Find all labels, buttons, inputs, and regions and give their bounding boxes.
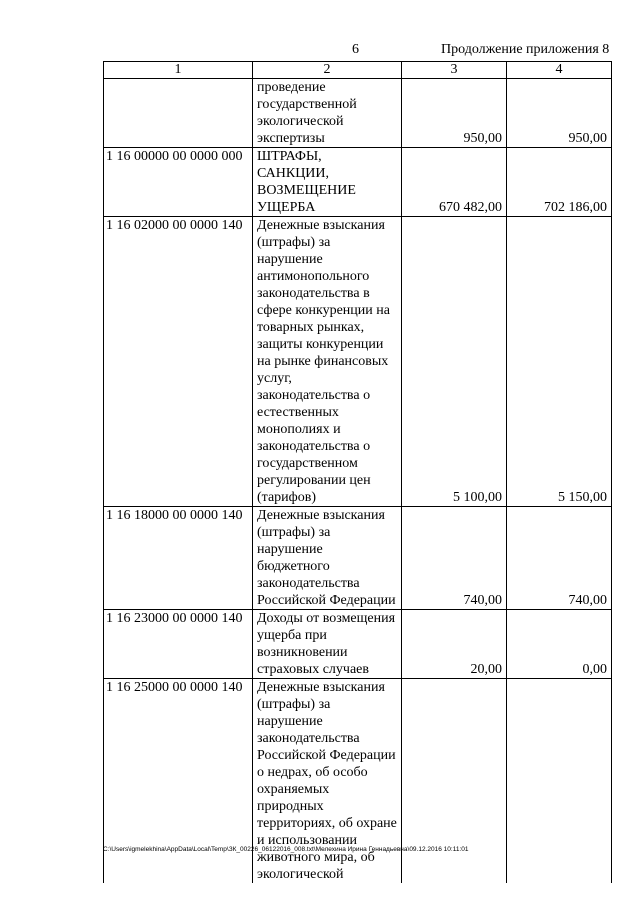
row-name-line: нарушение	[257, 542, 323, 557]
row-name-line: территориях, об охране	[257, 816, 397, 831]
row-name-line: государственном	[257, 456, 358, 471]
row-name-line: (штрафы) за	[257, 697, 331, 712]
row-code	[104, 79, 253, 148]
table-row	[104, 148, 612, 217]
row-code: 1 16 18000 00 0000 140	[104, 507, 253, 610]
row-name-line: животного мира, об	[257, 850, 375, 865]
row-name-line: нарушение	[257, 714, 323, 729]
row-value-col3: 950,00	[402, 79, 507, 148]
header-cell: 2	[253, 62, 402, 79]
row-name-line: страховых случаев	[257, 662, 369, 677]
row-name-line: (штрафы) за	[257, 525, 331, 540]
table-row	[104, 610, 612, 679]
row-name-line: экологической	[257, 114, 344, 129]
row-name-line: антимонопольного	[257, 269, 370, 284]
row-name-line: охраняемых	[257, 782, 330, 797]
row-name-line: услуг,	[257, 371, 292, 386]
row-value-col4: 5 150,00	[507, 217, 612, 507]
row-name-line: товарных рынках,	[257, 320, 365, 335]
row-name-line: ВОЗМЕЩЕНИЕ	[257, 183, 356, 198]
row-name-line: Денежные взыскания	[257, 680, 385, 695]
row-code: 1 16 25000 00 0000 140	[104, 679, 253, 884]
header-cell: 1	[104, 62, 253, 79]
row-name-line: бюджетного	[257, 559, 330, 574]
row-name-line: на рынке финансовых	[257, 354, 389, 369]
row-name-line: защиты конкуренции	[257, 337, 384, 352]
row-name-line: САНКЦИИ,	[257, 166, 330, 181]
table-row	[104, 507, 612, 610]
row-value-col3: 670 482,00	[402, 148, 507, 217]
table-header-row	[104, 62, 612, 79]
header-cell: 3	[402, 62, 507, 79]
row-name-line: Российской Федерации	[257, 748, 396, 763]
row-name-line: Российской Федерации	[257, 593, 396, 608]
row-name-line: ущерба при	[257, 628, 327, 643]
table-row	[104, 79, 612, 148]
row-name-line: (тарифов)	[257, 490, 317, 505]
revenue-table	[103, 61, 612, 883]
row-code: 1 16 23000 00 0000 140	[104, 610, 253, 679]
row-name-line: проведение	[257, 80, 326, 95]
row-value-col3: 740,00	[402, 507, 507, 610]
row-name-line: возникновении	[257, 645, 348, 660]
row-name	[253, 610, 402, 679]
row-name-line: законодательства в	[257, 286, 370, 301]
row-name-line: законодательства о	[257, 439, 371, 454]
row-name-line: природных	[257, 799, 324, 814]
file-path-footer: C:\Users\igmelekhina\AppData\Local\Temp\ЗК_00226_06122016_008.txt\Мелехина Ирина Геннадьевна\09.12.2016 10:11:01	[103, 846, 469, 853]
row-value-col4: 740,00	[507, 507, 612, 610]
row-name-line: регулировании цен	[257, 473, 371, 488]
row-name-line: законодательства	[257, 576, 360, 591]
row-value-col4: 950,00	[507, 79, 612, 148]
row-name	[253, 507, 402, 610]
row-name-line: законодательства	[257, 731, 360, 746]
row-value-col3: 20,00	[402, 610, 507, 679]
row-name-line: сфере конкуренции на	[257, 303, 390, 318]
page-number: 6	[352, 42, 359, 57]
row-name-line: УЩЕРБА	[257, 200, 316, 215]
row-value-col4: 702 186,00	[507, 148, 612, 217]
header-cell: 4	[507, 62, 612, 79]
row-name-line: монополиях и	[257, 422, 341, 437]
row-name	[253, 79, 402, 148]
row-name-line: ШТРАФЫ,	[257, 149, 322, 164]
row-value-col4	[507, 679, 612, 884]
row-name-line: Денежные взыскания	[257, 218, 385, 233]
row-name-line: Денежные взыскания	[257, 508, 385, 523]
row-name-line: и использовании	[257, 833, 357, 848]
row-code: 1 16 02000 00 0000 140	[104, 217, 253, 507]
row-name-line: (штрафы) за	[257, 235, 331, 250]
row-name	[253, 148, 402, 217]
row-name-line: о недрах, об особо	[257, 765, 368, 780]
row-name	[253, 217, 402, 507]
row-name-line: государственной	[257, 97, 357, 112]
row-name-line: нарушение	[257, 252, 323, 267]
row-code: 1 16 00000 00 0000 000	[104, 148, 253, 217]
row-value-col3: 5 100,00	[402, 217, 507, 507]
row-value-col4: 0,00	[507, 610, 612, 679]
row-name-line: экспертизы	[257, 131, 325, 146]
table-row	[104, 217, 612, 507]
row-name-line: законодательства о	[257, 388, 371, 403]
row-name-line: Доходы от возмещения	[257, 611, 396, 626]
continuation-label: Продолжение приложения 8	[441, 42, 610, 57]
row-name-line: экологической	[257, 867, 344, 882]
row-name-line: естественных	[257, 405, 339, 420]
